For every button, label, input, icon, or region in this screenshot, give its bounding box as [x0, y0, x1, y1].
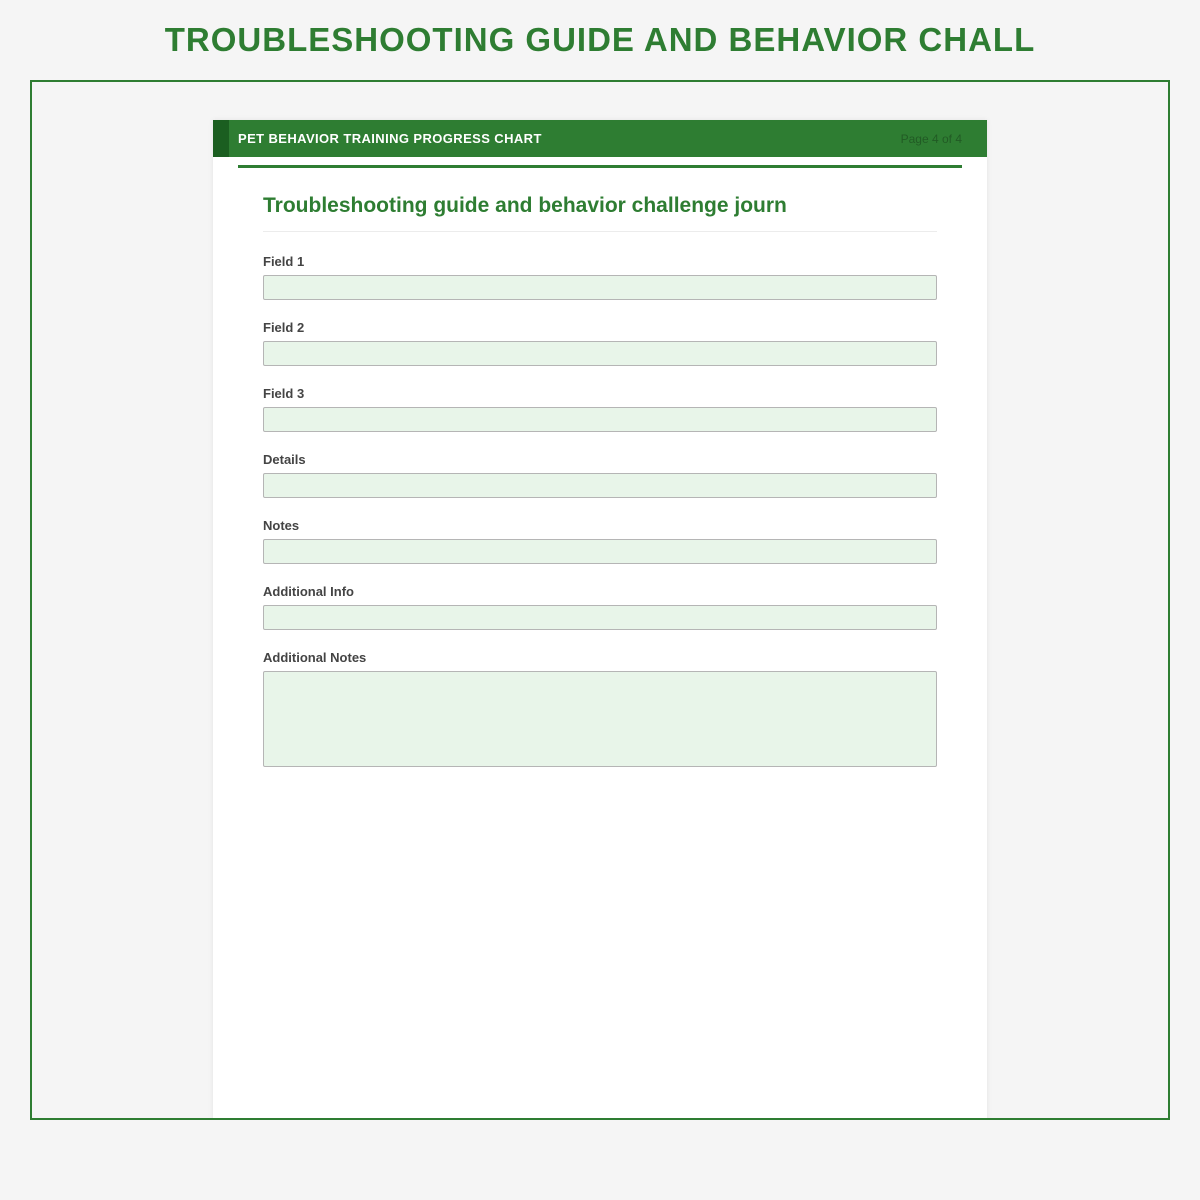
document-content: [213, 168, 987, 767]
notes-label: Notes: [263, 518, 300, 534]
details-input[interactable]: [263, 473, 937, 498]
field-1-input[interactable]: [263, 275, 937, 300]
field-group-details: [263, 452, 937, 498]
notes-input[interactable]: [263, 539, 937, 564]
page-indicator: Page 4 of 4: [900, 131, 962, 146]
outer-frame: [30, 80, 1170, 1120]
banner-title: TROUBLESHOOTING GUIDE AND BEHAVIOR CHALL: [164, 21, 1036, 58]
field-1-label: Field 1: [263, 254, 305, 270]
additional-notes-textarea[interactable]: [263, 671, 937, 767]
field-group-additional-notes: [263, 650, 937, 767]
field-group-field-3: [263, 386, 937, 432]
field-group-field-2: [263, 320, 937, 366]
document-header-title: PET BEHAVIOR TRAINING PROGRESS CHART: [238, 131, 542, 146]
field-2-label: Field 2: [263, 320, 305, 336]
details-label: Details: [263, 452, 306, 468]
section-title: Troubleshooting guide and behavior challenge journ: [263, 194, 937, 232]
field-2-input[interactable]: [263, 341, 937, 366]
document-page: [213, 120, 987, 1120]
field-group-additional-info: [263, 584, 937, 630]
field-3-label: Field 3: [263, 386, 305, 402]
field-3-input[interactable]: [263, 407, 937, 432]
additional-info-input[interactable]: [263, 605, 937, 630]
field-group-field-1: [263, 254, 937, 300]
form-fields: [263, 254, 937, 767]
header-accent-bar: [213, 120, 229, 157]
field-group-notes: [263, 518, 937, 564]
additional-notes-label: Additional Notes: [263, 650, 367, 666]
additional-info-label: Additional Info: [263, 584, 354, 600]
document-header: [213, 120, 987, 157]
